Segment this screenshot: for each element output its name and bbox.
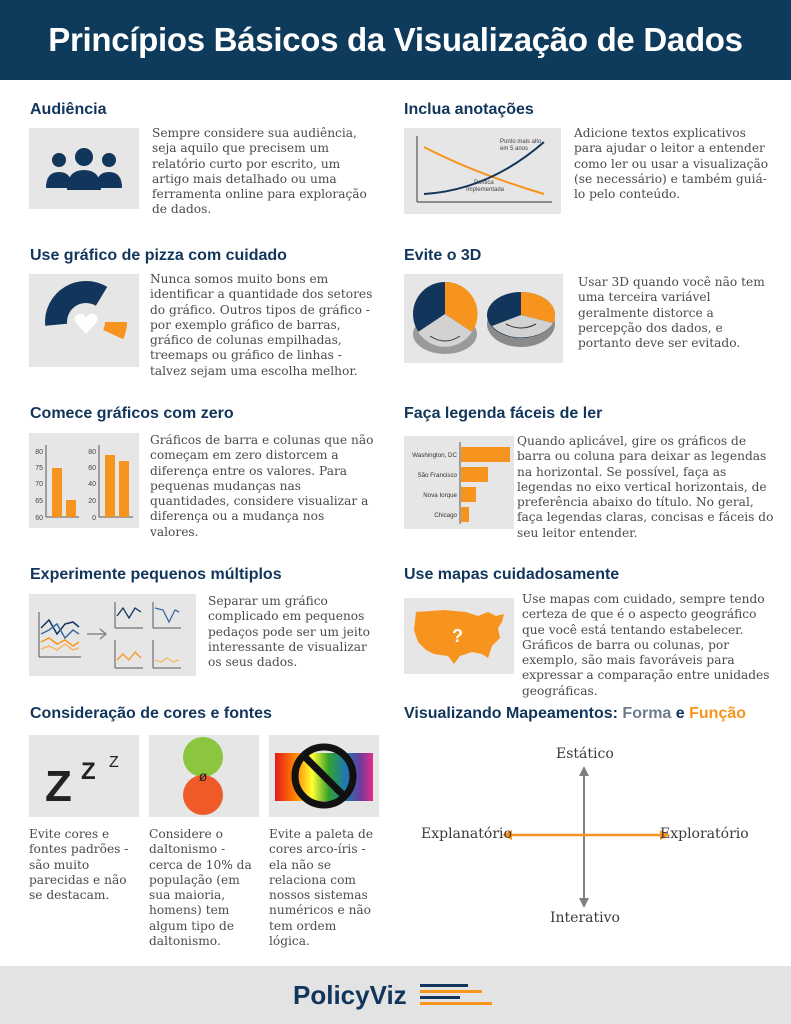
left-tick-label: 75 [35,465,43,472]
rainbow-prohibited-icon [269,735,379,817]
section-title-multiplos: Experimente pequenos múltiplos [30,566,282,583]
text-mapas: Use mapas com cuidado, sempre tendo certeza de que é o aspecto geográfico que você está tentando estabelecer. Gráficos de barra ou colunas, por exemplo, são mais favoráveis para expressar a comparação entre unidades geográficas. [522,592,770,698]
text-cores-2: Considere o daltonismo - cerca de 10% da população (em sua maioria, homens) tem algum tipo de daltonismo. [149,827,252,949]
axis-label-top: Estático [556,746,614,762]
text-audiencia: Sempre considere sua audiência, seja aquilo que precisem um relatório curto por escrito, um artigo mais detalhado ou uma ferramenta online para exploração de dados. [152,126,367,217]
left-tick-label: 65 [35,498,43,505]
text-legenda: Quando aplicável, gire os gráficos de barra ou coluna para deixar as legendas na horizontal. Se possível, faça as legendas no eixo vertical horizontais, de preferência abaixo do título. No geral, faça legendas claras, concisas e fáceis do seu leitor entender. [517,434,774,540]
mapping-axes [500,764,672,910]
annotation-top-label-2: em 5 anos [500,146,529,152]
map-question-mark: ? [452,626,463,646]
annotation-top-label: Ponto mais alto [500,139,542,145]
null-symbol: ø [198,768,208,784]
text-anotacoes: Adicione textos explicativos para ajudar o leitor a entender como ler ou usar a visualização (se necessário) e também guiá-lo pelo conteúdo. [574,126,769,202]
horizontal-bar-chart-icon [404,436,514,529]
axis-label-left: Explanatório [421,826,512,842]
annotation-icon-box [404,128,561,214]
footer-logo-text: PolicyViz [293,980,407,1010]
text-multiplos: Separar um gráfico complicado em pequenos pedaços pode ser um jeito interessante de visualizar os seus dados. [208,594,370,670]
header-banner [0,0,791,80]
section-title-audiencia: Audiência [30,101,107,118]
left-tick-label: 70 [35,481,43,488]
text-pizza: Nunca somos muito bons em identificar a quantidade dos setores do gráfico. Outros tipos de gráfico - por exemplo gráfico de barras, gráfico de colunas empilhadas, treemaps ou gráfico de linhas - talvez sejam uma escolha melhor. [150,272,373,378]
right-tick-label: 20 [88,498,96,505]
annotation-bottom-label: Política [474,180,494,186]
section-title-legenda: Faça legenda fáceis de ler [404,405,603,422]
axis-label-right: Exploratório [660,826,749,842]
colorblind-circles-icon [149,735,259,817]
axis-label-bottom: Interativo [550,910,620,926]
audience-icon-box [29,128,139,209]
horizontal-bar-icon-box [404,436,514,529]
right-tick-label: 80 [88,449,96,456]
bar-label: Washington, DC [412,452,457,459]
text-cores-3: Evite a paleta de cores arco-íris - ela não se relaciona com nossos sistemas numéricos e não tem ordem lógica. [269,827,374,949]
section-title-anotacoes: Inclua anotações [404,101,534,118]
mapeamentos-title-funcao: Função [689,705,747,722]
annotation-bottom-label-2: Implementada [466,187,505,193]
left-tick-label: 80 [35,449,43,456]
z-small: Z [109,754,119,771]
people-icon [29,128,139,209]
section-title-mapeamentos [404,705,746,723]
right-tick-label: 0 [92,515,96,522]
rainbow-icon-box [269,735,379,817]
bar-label: Chicago [434,512,457,519]
policyviz-lines-icon [420,982,496,1008]
bar-chart-comparison-icon [29,433,139,528]
page-title: Princípios Básicos da Visualização de Dados [48,21,743,58]
zero-axis-icon-box [29,433,139,528]
bar-label: Nova Iorque [423,492,457,499]
right-tick-label: 40 [88,481,96,488]
pie-icon-box [29,274,139,367]
3d-pie-icon-box [404,274,563,363]
text-zero: Gráficos de barra e colunas que não começam em zero distorcem a diferença entre os valores. Para pequenas mudanças nas quantidades, considere visualizar a diferença ou a mudança nos valores. [150,433,374,539]
3d-pie-icon [404,274,563,363]
bar-label: São Francisco [417,472,457,479]
z-mid: Z [81,758,96,785]
left-tick-label: 60 [35,515,43,522]
right-tick-label: 60 [88,465,96,472]
text-3d: Usar 3D quando você não tem uma terceira variável geralmente distorce a percepção dos dados, e portanto deve ser evitado. [578,275,765,351]
section-title-mapas: Use mapas cuidadosamente [404,566,620,583]
mapeamentos-title-part1: Visualizando Mapeamentos: [404,705,623,722]
mapeamentos-title-e: e [671,705,690,722]
section-title-3d: Evite o 3D [404,247,482,264]
zzz-font-icon [29,735,139,817]
mapeamentos-title-forma: Forma [622,705,672,722]
section-title-cores: Consideração de cores e fontes [30,705,272,722]
usa-map-icon [404,598,514,674]
z-big: Z [45,762,72,811]
colorblind-icon-box [149,735,259,817]
annotated-line-chart-icon [404,128,561,214]
text-cores-1: Evite cores e fontes padrões - são muito parecidas e não se destacam. [29,827,129,903]
small-multiples-icon-box [29,594,196,676]
section-title-zero: Comece gráficos com zero [30,405,234,422]
donut-chart-icon [29,274,139,367]
map-icon-box [404,598,514,674]
fonts-icon-box [29,735,139,817]
small-multiples-icon [29,594,196,676]
section-title-pizza: Use gráfico de pizza com cuidado [30,247,287,264]
